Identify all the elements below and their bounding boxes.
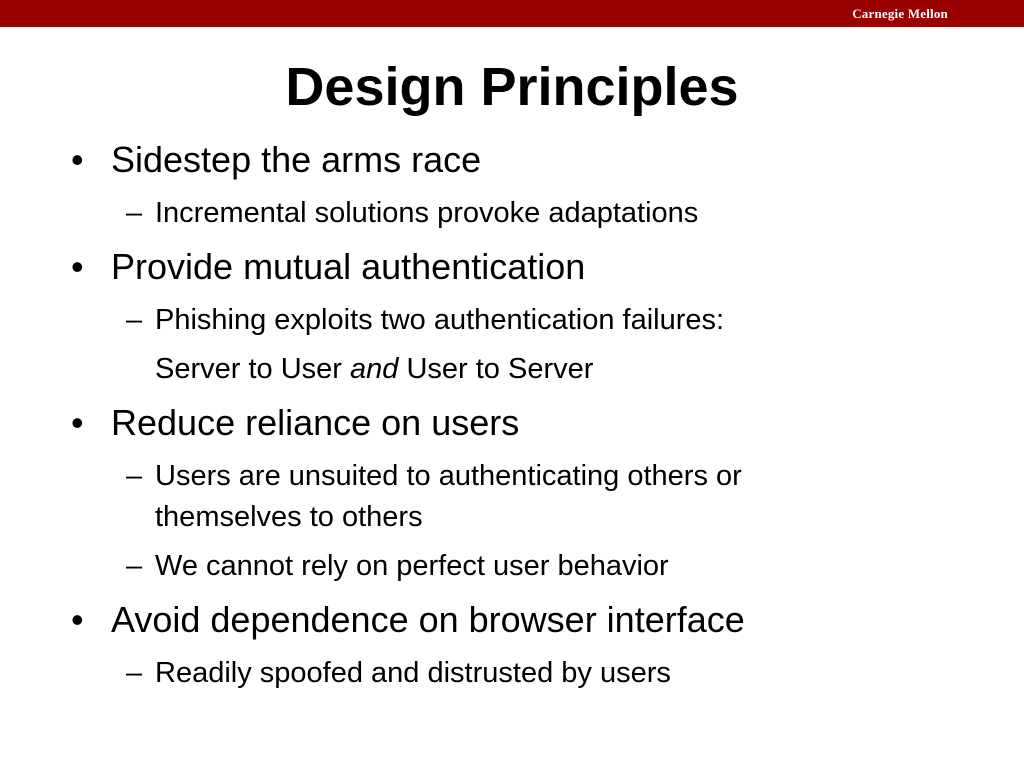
bullet-text: Provide mutual authentication (111, 246, 586, 287)
bullet-text: Avoid dependence on browser interface (111, 599, 745, 640)
bullet-text: Reduce reliance on users (111, 402, 520, 443)
sub-bullet-item (126, 196, 699, 230)
carnegie-mellon-logo: Carnegie Mellon (852, 6, 948, 21)
sub-bullet-text-emphasis: and (350, 353, 399, 385)
bullet-marker: • (71, 139, 84, 180)
sub-bullet-continuation (155, 500, 423, 534)
sub-bullet-marker: – (126, 460, 143, 492)
sub-bullet-item (126, 549, 669, 583)
bullet-marker: • (71, 246, 84, 287)
bullet-marker: • (71, 402, 84, 443)
sub-bullet-marker: – (126, 550, 143, 582)
sub-bullet-text-pre: Server to User (155, 353, 350, 385)
sub-bullet-continuation (155, 352, 593, 386)
sub-bullet-item (126, 303, 725, 337)
sub-bullet-item (126, 459, 742, 493)
sub-bullet-text: themselves to others (155, 501, 423, 533)
sub-bullet-marker: – (126, 197, 143, 229)
bullet-marker: • (71, 599, 84, 640)
slide-title: Design Principles (285, 57, 739, 117)
sub-bullet-item (126, 656, 671, 690)
bullet-item (71, 139, 482, 180)
sub-bullet-marker: – (126, 304, 143, 336)
bullet-item (71, 599, 745, 640)
sub-bullet-text: Readily spoofed and distrusted by users (155, 657, 671, 689)
bullet-text: Sidestep the arms race (111, 139, 482, 180)
sub-bullet-text-post: User to Server (398, 353, 594, 385)
sub-bullet-text: Phishing exploits two authentication failures: (155, 304, 725, 336)
bullet-item (71, 246, 586, 287)
sub-bullet-text: We cannot rely on perfect user behavior (155, 550, 669, 582)
sub-bullet-marker: – (126, 657, 143, 689)
bullet-item (71, 402, 520, 443)
sub-bullet-text: Users are unsuited to authenticating others or (155, 460, 742, 492)
sub-bullet-text: Incremental solutions provoke adaptations (155, 197, 699, 229)
